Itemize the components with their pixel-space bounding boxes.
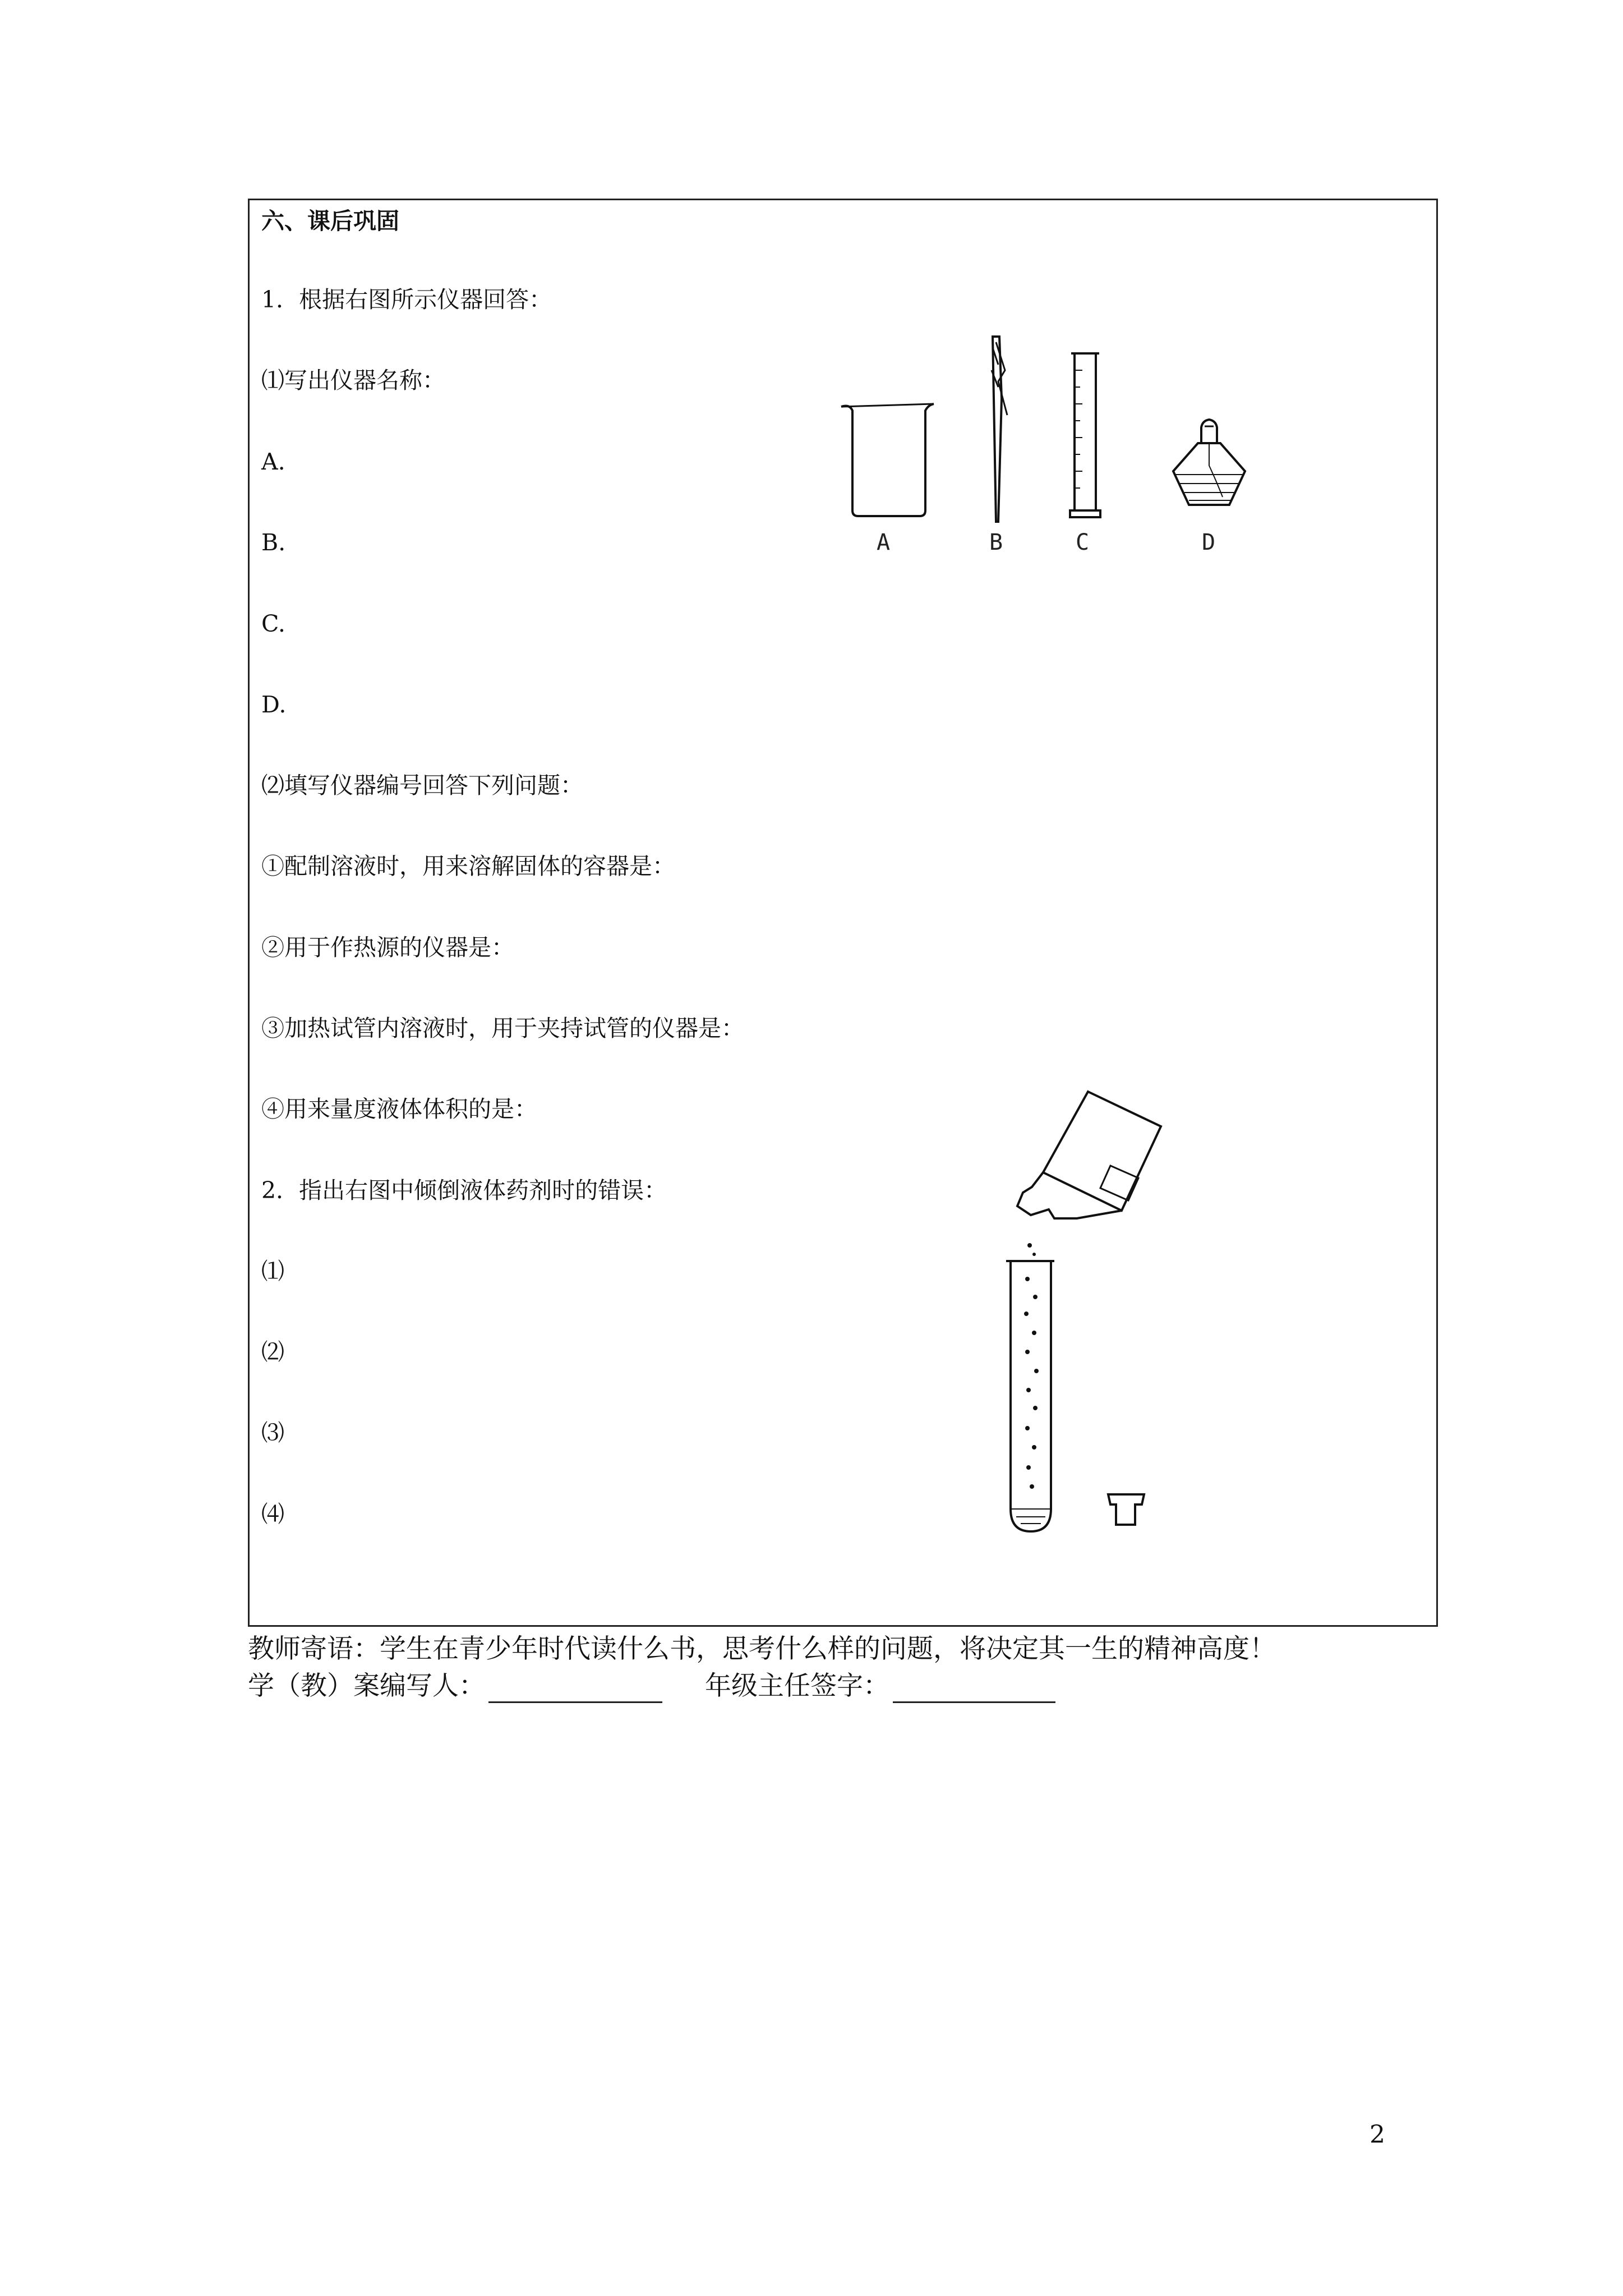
figure-label-c: C bbox=[1075, 530, 1090, 555]
teacher-message: 教师寄语：学生在青少年时代读什么书，思考什么样的问题，将决定其一生的精神高度！ bbox=[248, 1634, 1276, 1664]
director-signature-blank[interactable] bbox=[893, 1676, 1055, 1703]
item-c-label: C. bbox=[261, 610, 285, 637]
instruments-figure bbox=[830, 331, 1256, 522]
answer-blank-2: ⑵ bbox=[261, 1338, 284, 1365]
test-tube-icon bbox=[1006, 1261, 1054, 1531]
answer-blank-4: ⑷ bbox=[261, 1501, 284, 1527]
question-2-stem: 2．指出右图中倾倒液体药剂时的错误： bbox=[261, 1177, 667, 1204]
answer-blank-1: ⑴ bbox=[261, 1258, 284, 1285]
item-d-label: D. bbox=[261, 691, 287, 718]
signature-line bbox=[248, 1669, 1055, 1703]
director-label: 年级主任签字： bbox=[705, 1671, 889, 1701]
pouring-liquid-figure bbox=[998, 1088, 1211, 1554]
liquid-stream-icon bbox=[1024, 1243, 1039, 1489]
figure-label-d: D bbox=[1201, 530, 1216, 555]
question-1-part-2: ⑵填写仪器编号回答下列问题： bbox=[261, 772, 583, 799]
bottle-stopper-icon bbox=[1108, 1494, 1144, 1525]
alcohol-lamp-icon bbox=[1173, 420, 1245, 505]
answer-blank-3: ⑶ bbox=[261, 1419, 284, 1446]
writer-label: 学（教）案编写人： bbox=[248, 1671, 485, 1701]
question-1-stem: 1．根据右图所示仪器回答： bbox=[261, 286, 552, 313]
item-b-label: B. bbox=[261, 529, 286, 556]
writer-blank[interactable] bbox=[488, 1676, 662, 1703]
beaker-icon bbox=[841, 404, 934, 516]
question-1-part-1: ⑴写出仪器名称： bbox=[261, 367, 445, 394]
section-title: 六、课后巩固 bbox=[261, 208, 399, 234]
figure-label-b: B bbox=[989, 530, 1003, 555]
figure-label-a: A bbox=[876, 530, 891, 555]
sub-question-4: ④用来量度液体体积的是： bbox=[261, 1096, 537, 1122]
sub-question-2: ②用于作热源的仪器是： bbox=[261, 934, 514, 961]
sub-question-1: ①配制溶液时，用来溶解固体的容器是： bbox=[261, 853, 675, 880]
item-a-label: A. bbox=[261, 448, 285, 475]
graduated-cylinder-icon bbox=[1070, 353, 1100, 517]
test-tube-holder-icon bbox=[992, 337, 1007, 522]
reagent-bottle-icon bbox=[1017, 1092, 1161, 1218]
sub-question-3: ③加热试管内溶液时，用于夹持试管的仪器是： bbox=[261, 1015, 744, 1042]
page-number: 2 bbox=[1370, 2120, 1385, 2149]
